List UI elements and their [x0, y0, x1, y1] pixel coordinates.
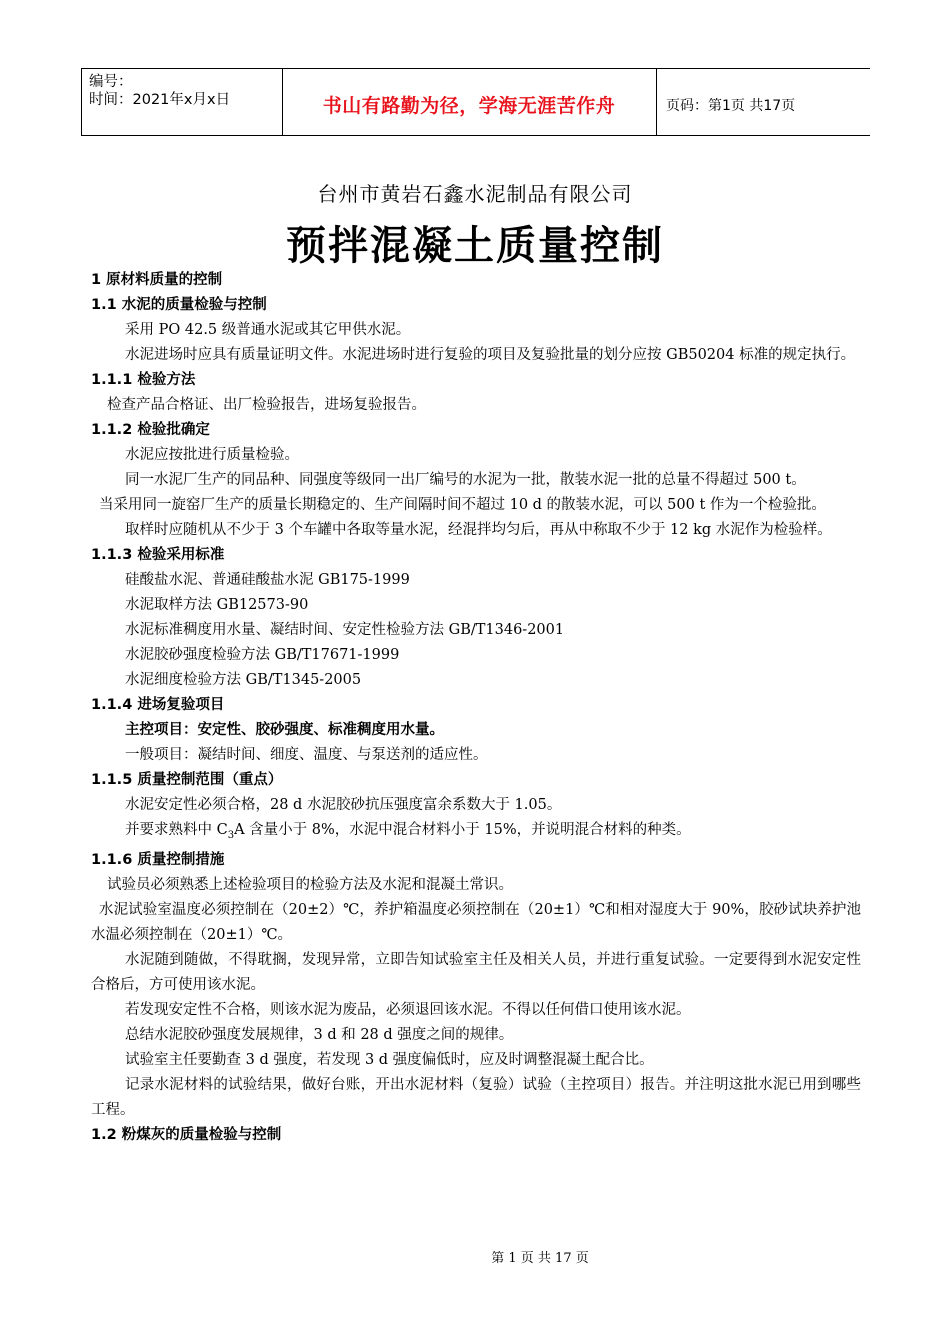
- paragraph: 取样时应随机从不少于 3 个车罐中各取等量水泥，经混拌均匀后，再从中称取不少于 12 kg 水泥作为检验样。: [125, 522, 832, 538]
- company-name: 台州市黄岩石鑫水泥制品有限公司: [317, 182, 633, 206]
- section-heading: 1 原材料质量的控制: [91, 272, 223, 288]
- paragraph: 同一水泥厂生产的同品种、同强度等级同一出厂编号的水泥为一批，散装水泥一批的总量不得超过 500 t。: [125, 472, 806, 488]
- section-heading: 1.2 粉煤灰的质量检验与控制: [91, 1126, 282, 1143]
- paragraph: 水泥应按批进行质量检验。: [125, 447, 299, 463]
- section-heading: 1.1.4 进场复验项目: [91, 697, 225, 713]
- header-table: [81, 68, 870, 136]
- section-heading: 1.1.6 质量控制措施: [91, 851, 225, 868]
- paragraph: 若发现安定性不合格，则该水泥为废品，必须退回该水泥。不得以任何借口使用该水泥。: [125, 1001, 691, 1018]
- standard-item: 水泥标准稠度用水量、凝结时间、安定性检验方法 GB/T1346-2001: [125, 622, 565, 638]
- paragraph: [91, 818, 861, 848]
- paragraph: 试验室主任要勤查 3 d 强度，若发现 3 d 强度偏低时，应及时调整混凝土配合比。: [125, 1051, 654, 1068]
- header-meta: [89, 73, 279, 109]
- paragraph: 试验员必须熟悉上述检验项目的检验方法及水泥和混凝土常识。: [107, 876, 513, 893]
- code-label: 编号：: [89, 74, 133, 90]
- paragraph: 水泥试验室温度必须控制在（20±2）℃，养护箱温度必须控制在（20±1）℃和相对湿度大于 90%，胶砂试块养护池水温必须控制在（20±1）℃。: [91, 901, 861, 943]
- text-run: 并要求熟料中 C: [125, 822, 228, 838]
- paragraph: 水泥随到随做，不得耽搁，发现异常，立即告知试验室主任及相关人员，并进行重复试验。一定要得到水泥安定性合格后，方可使用该水泥。: [91, 951, 861, 993]
- standard-item: 水泥胶砂强度检验方法 GB/T17671-1999: [125, 647, 400, 663]
- standard-item: 硅酸盐水泥、普通硅酸盐水泥 GB175-1999: [125, 572, 410, 588]
- header-divider: [656, 69, 657, 135]
- section-heading: 1.1.3 检验采用标准: [91, 547, 225, 563]
- paragraph: 总结水泥胶砂强度发展规律，3 d 和 28 d 强度之间的规律。: [125, 1026, 514, 1043]
- section-heading: 1.1.5 质量控制范围（重点）: [91, 772, 283, 788]
- text-run: A 含量小于 8%，水泥中混合材料小于 15%，并说明混合材料的种类。: [234, 822, 691, 838]
- document-title: 预拌混凝土质量控制: [286, 223, 664, 269]
- header-divider: [282, 69, 283, 135]
- paragraph: 检查产品合格证、出厂检验报告，进场复验报告。: [107, 397, 426, 413]
- paragraph: 一般项目：凝结时间、细度、温度、与泵送剂的适应性。: [125, 747, 488, 763]
- section-heading: 1.1 水泥的质量检验与控制: [91, 297, 267, 313]
- subscript: 3: [227, 829, 235, 841]
- document-body: [91, 268, 861, 1148]
- section-heading: 1.1.1 检验方法: [91, 372, 196, 388]
- paragraph: 水泥进场时应具有质量证明文件。水泥进场时进行复验的项目及复验批量的划分应按 GB50204 标准的规定执行。: [125, 347, 856, 363]
- paragraph: 采用 PO 42.5 级普通水泥或其它甲供水泥。: [125, 322, 411, 338]
- paragraph: 水泥安定性必须合格，28 d 水泥胶砂抗压强度富余系数大于 1.05。: [125, 797, 562, 813]
- paragraph: 当采用同一旋窑厂生产的质量长期稳定的、生产间隔时间不超过 10 d 的散装水泥，可以 500 t 作为一个检验批。: [99, 497, 826, 513]
- paragraph-bold: 主控项目：安定性、胶砂强度、标准稠度用水量。: [125, 722, 444, 738]
- header-motto: 书山有路勤为径，学海无涯苦作舟: [322, 95, 616, 117]
- standard-item: 水泥取样方法 GB12573-90: [125, 597, 309, 613]
- header-divider: [81, 69, 82, 135]
- header-page-number: 页码：第1页 共17页: [666, 98, 796, 114]
- paragraph: 记录水泥材料的试验结果，做好台账，开出水泥材料（复验）试验（主控项目）报告。并注明这批水泥已用到哪些工程。: [91, 1076, 861, 1118]
- section-heading: 1.1.2 检验批确定: [91, 422, 210, 438]
- standard-item: 水泥细度检验方法 GB/T1345-2005: [125, 672, 362, 688]
- date-label: 时间：2021年x月x日: [89, 92, 231, 108]
- page-footer: 第 1 页 共 17 页: [491, 1251, 589, 1266]
